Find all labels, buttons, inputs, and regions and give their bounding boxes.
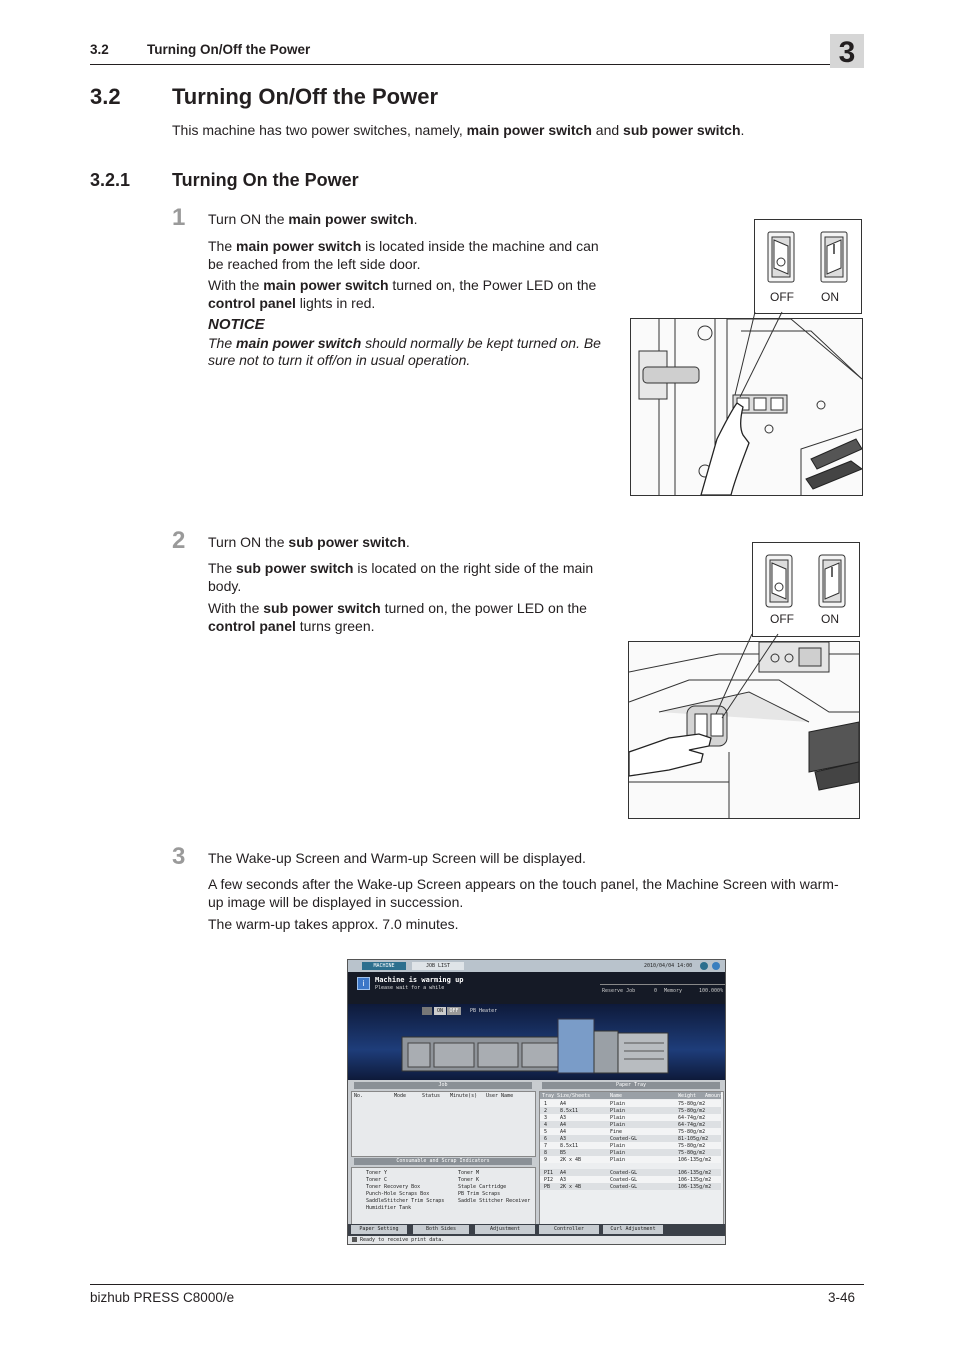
consumable-toner-k: Toner K bbox=[458, 1177, 480, 1183]
step-3-description: A few seconds after the Wake-up Screen appears on the touch panel, the Machine Screen with warm- up image will be displayed in succession. bbox=[208, 876, 839, 910]
controller-button[interactable]: Controller bbox=[539, 1225, 599, 1234]
section-title: Turning On/Off the Power bbox=[172, 84, 439, 109]
sub-switch-on-label: ON bbox=[821, 612, 839, 626]
tray-cell: PI1 bbox=[544, 1170, 554, 1176]
status-icon bbox=[700, 962, 708, 970]
heater-on-button[interactable]: ON bbox=[434, 1007, 446, 1015]
tray-cell: 64-74g/m2 bbox=[678, 1122, 706, 1128]
tray-cell: Plain bbox=[610, 1122, 626, 1128]
step-3-number: 3 bbox=[172, 843, 186, 870]
consumable-title: Consumable and Scrap Indicators bbox=[354, 1158, 532, 1165]
paper-setting-button[interactable]: Paper Setting bbox=[351, 1225, 407, 1234]
tray-cell: Plain bbox=[610, 1108, 626, 1114]
tray-cell: B5 bbox=[560, 1150, 567, 1156]
machine-warmup-screen bbox=[347, 959, 726, 1245]
tray-cell: 8.5x11 bbox=[560, 1143, 579, 1149]
tray-cell: Coated-GL bbox=[610, 1136, 638, 1142]
tray-col-name: Name bbox=[610, 1093, 623, 1099]
tray-cell: Plain bbox=[610, 1157, 626, 1163]
section-intro: This machine has two power switches, namely, main power switch and sub power switch. bbox=[172, 122, 745, 138]
tray-cell: 3 bbox=[544, 1115, 548, 1121]
warming-up-title: Machine is warming up bbox=[375, 976, 464, 984]
tray-cell: 2 bbox=[544, 1108, 548, 1114]
tray-cell: Fine bbox=[610, 1129, 623, 1135]
tray-cell: 64-74g/m2 bbox=[678, 1115, 706, 1121]
footer-rule bbox=[90, 1284, 864, 1285]
tray-col-amount: Amount bbox=[705, 1093, 724, 1099]
footer-page: 3-46 bbox=[828, 1290, 856, 1305]
job-col-status: Status bbox=[422, 1093, 441, 1099]
memory-value: 100.000% bbox=[699, 988, 724, 994]
tray-cell: 8 bbox=[544, 1150, 548, 1156]
tray-cell: Plain bbox=[610, 1101, 626, 1107]
tray-cell: 8.5x11 bbox=[560, 1108, 579, 1114]
consumable-toner-c: Toner C bbox=[366, 1177, 388, 1183]
consumable-pb-trim: PB Trim Scraps bbox=[458, 1191, 501, 1197]
screen-datetime: 2010/04/04 14:00 bbox=[644, 963, 693, 969]
warming-up-sub: Please wait for a while bbox=[375, 985, 445, 991]
tray-cell: 1 bbox=[544, 1101, 548, 1107]
consumable-punch: Punch-Hole Scraps Box bbox=[366, 1191, 430, 1197]
tray-col-tray: Tray bbox=[542, 1093, 555, 1099]
job-col-mode: Mode bbox=[394, 1093, 407, 1099]
job-col-user: User Name bbox=[486, 1093, 514, 1099]
section-number: 3.2 bbox=[90, 84, 121, 109]
header-rule bbox=[90, 64, 864, 65]
switch-on-label: ON bbox=[821, 290, 839, 304]
sub-switch-off-label: OFF bbox=[770, 612, 794, 626]
notice-label: NOTICE bbox=[208, 316, 265, 333]
tray-cell: 106-135g/m2 bbox=[678, 1177, 712, 1183]
subsection-title: Turning On the Power bbox=[172, 170, 359, 190]
tray-cell: Plain bbox=[610, 1150, 626, 1156]
tray-cell: 7 bbox=[544, 1143, 548, 1149]
tray-cell: A4 bbox=[560, 1101, 567, 1107]
tray-cell: 2K x 4B bbox=[560, 1157, 582, 1163]
reserve-job-label: Reserve Job bbox=[602, 988, 636, 994]
heater-icon bbox=[422, 1007, 432, 1015]
heater-off-button[interactable]: OFF bbox=[447, 1007, 461, 1015]
callout-lines-2 bbox=[628, 622, 788, 742]
message-divider bbox=[600, 984, 725, 985]
tray-cell: 5 bbox=[544, 1129, 548, 1135]
footer-product: bizhub PRESS C8000/e bbox=[90, 1290, 235, 1305]
tray-cell: 75-80g/m2 bbox=[678, 1108, 706, 1114]
step-1-led-text: With the main power switch turned on, the Power LED on the control panel lights in red. bbox=[208, 277, 597, 311]
tray-cell: 81-105g/m2 bbox=[678, 1136, 709, 1142]
tray-cell: A3 bbox=[560, 1177, 567, 1183]
tray-cell: 75-80g/m2 bbox=[678, 1143, 706, 1149]
header-section-number: 3.2 bbox=[90, 42, 109, 57]
step-3-warmup-time: The warm-up takes approx. 7.0 minutes. bbox=[208, 916, 459, 932]
step-2-number: 2 bbox=[172, 527, 186, 554]
tray-cell: 106-135g/m2 bbox=[678, 1184, 712, 1190]
both-sides-button[interactable]: Both Sides bbox=[413, 1225, 469, 1234]
job-panel-title: Job bbox=[354, 1082, 532, 1089]
reserve-job-count: 0 bbox=[654, 988, 658, 994]
consumable-humidifier: Humidifier Tank bbox=[366, 1205, 412, 1211]
notice-text: The main power switch should normally be kept turned on. Be sure not to turn it off/on in usual operation. bbox=[208, 335, 601, 368]
tray-cell: Coated-GL bbox=[610, 1177, 638, 1183]
tray-cell: A3 bbox=[560, 1136, 567, 1142]
status-message: Ready to receive print data. bbox=[360, 1237, 445, 1243]
tray-cell: 75-80g/m2 bbox=[678, 1101, 706, 1107]
tray-cell: 75-80g/m2 bbox=[678, 1150, 706, 1156]
tray-cell: Plain bbox=[610, 1143, 626, 1149]
tray-col-size: Size/Sheets bbox=[557, 1093, 591, 1099]
tray-cell: A4 bbox=[560, 1129, 567, 1135]
consumable-saddle-trim: SaddleStitcher Trim Scraps bbox=[366, 1198, 445, 1204]
header-section-title: Turning On/Off the Power bbox=[147, 42, 311, 57]
curl-adjustment-button[interactable]: Curl Adjustment bbox=[603, 1225, 663, 1234]
tray-cell: Plain bbox=[610, 1115, 626, 1121]
adjustment-button[interactable]: Adjustment bbox=[475, 1225, 535, 1234]
tray-cell: 4 bbox=[544, 1122, 548, 1128]
consumable-toner-recovery: Toner Recovery Box bbox=[366, 1184, 421, 1190]
tray-cell: 106-135g/m2 bbox=[678, 1157, 712, 1163]
tray-cell: 106-135g/m2 bbox=[678, 1170, 712, 1176]
tab-machine[interactable]: MACHINE bbox=[362, 962, 406, 970]
paper-tray-title: Paper Tray bbox=[542, 1082, 720, 1089]
job-list[interactable] bbox=[351, 1091, 536, 1157]
tray-cell: A4 bbox=[560, 1170, 567, 1176]
lock-icon bbox=[352, 1237, 357, 1242]
consumable-staple: Staple Cartridge bbox=[458, 1184, 507, 1190]
consumable-toner-m: Toner M bbox=[458, 1170, 480, 1176]
tray-cell: 2K x 4B bbox=[560, 1184, 582, 1190]
step-2-led-text: With the sub power switch turned on, the power LED on the control panel turns green. bbox=[208, 600, 587, 634]
tray-col-weight: Weight bbox=[678, 1093, 697, 1099]
switch-off-label: OFF bbox=[770, 290, 794, 304]
step-3-instruction: The Wake-up Screen and Warm-up Screen will be displayed. bbox=[208, 850, 586, 866]
consumable-saddle-receiver: Saddle Stitcher Receiver bbox=[458, 1198, 531, 1204]
pb-heater-label: PB Heater bbox=[470, 1008, 498, 1014]
job-col-no: No. bbox=[354, 1093, 364, 1099]
tray-cell: A3 bbox=[560, 1115, 567, 1121]
tray-cell: PB bbox=[544, 1184, 551, 1190]
tray-cell: 75-80g/m2 bbox=[678, 1129, 706, 1135]
tray-cell: 9 bbox=[544, 1157, 548, 1163]
job-col-minutes: Minute(s) bbox=[450, 1093, 478, 1099]
step-1-location-text: The main power switch is located inside the machine and can be reached from the left side door. bbox=[208, 238, 599, 272]
tray-cell: 6 bbox=[544, 1136, 548, 1142]
tray-cell: Coated-GL bbox=[610, 1170, 638, 1176]
machine-illustration bbox=[398, 1015, 678, 1077]
subsection-number: 3.2.1 bbox=[90, 170, 131, 190]
info-icon: i bbox=[357, 977, 370, 990]
tray-cell: PI2 bbox=[544, 1177, 554, 1183]
help-icon[interactable] bbox=[712, 962, 720, 970]
step-1-instruction: Turn ON the main power switch. bbox=[208, 211, 418, 227]
consumable-toner-y: Toner Y bbox=[366, 1170, 388, 1176]
step-1-number: 1 bbox=[172, 204, 186, 231]
callout-lines-1 bbox=[630, 300, 790, 420]
memory-label: Memory bbox=[664, 988, 683, 994]
step-2-instruction: Turn ON the sub power switch. bbox=[208, 534, 410, 550]
tray-cell: A4 bbox=[560, 1122, 567, 1128]
tab-job-list[interactable]: JOB LIST bbox=[412, 962, 464, 970]
tray-cell: Coated-GL bbox=[610, 1184, 638, 1190]
step-2-location-text: The sub power switch is located on the right side of the main body. bbox=[208, 560, 594, 594]
chapter-number: 3 bbox=[838, 36, 856, 69]
